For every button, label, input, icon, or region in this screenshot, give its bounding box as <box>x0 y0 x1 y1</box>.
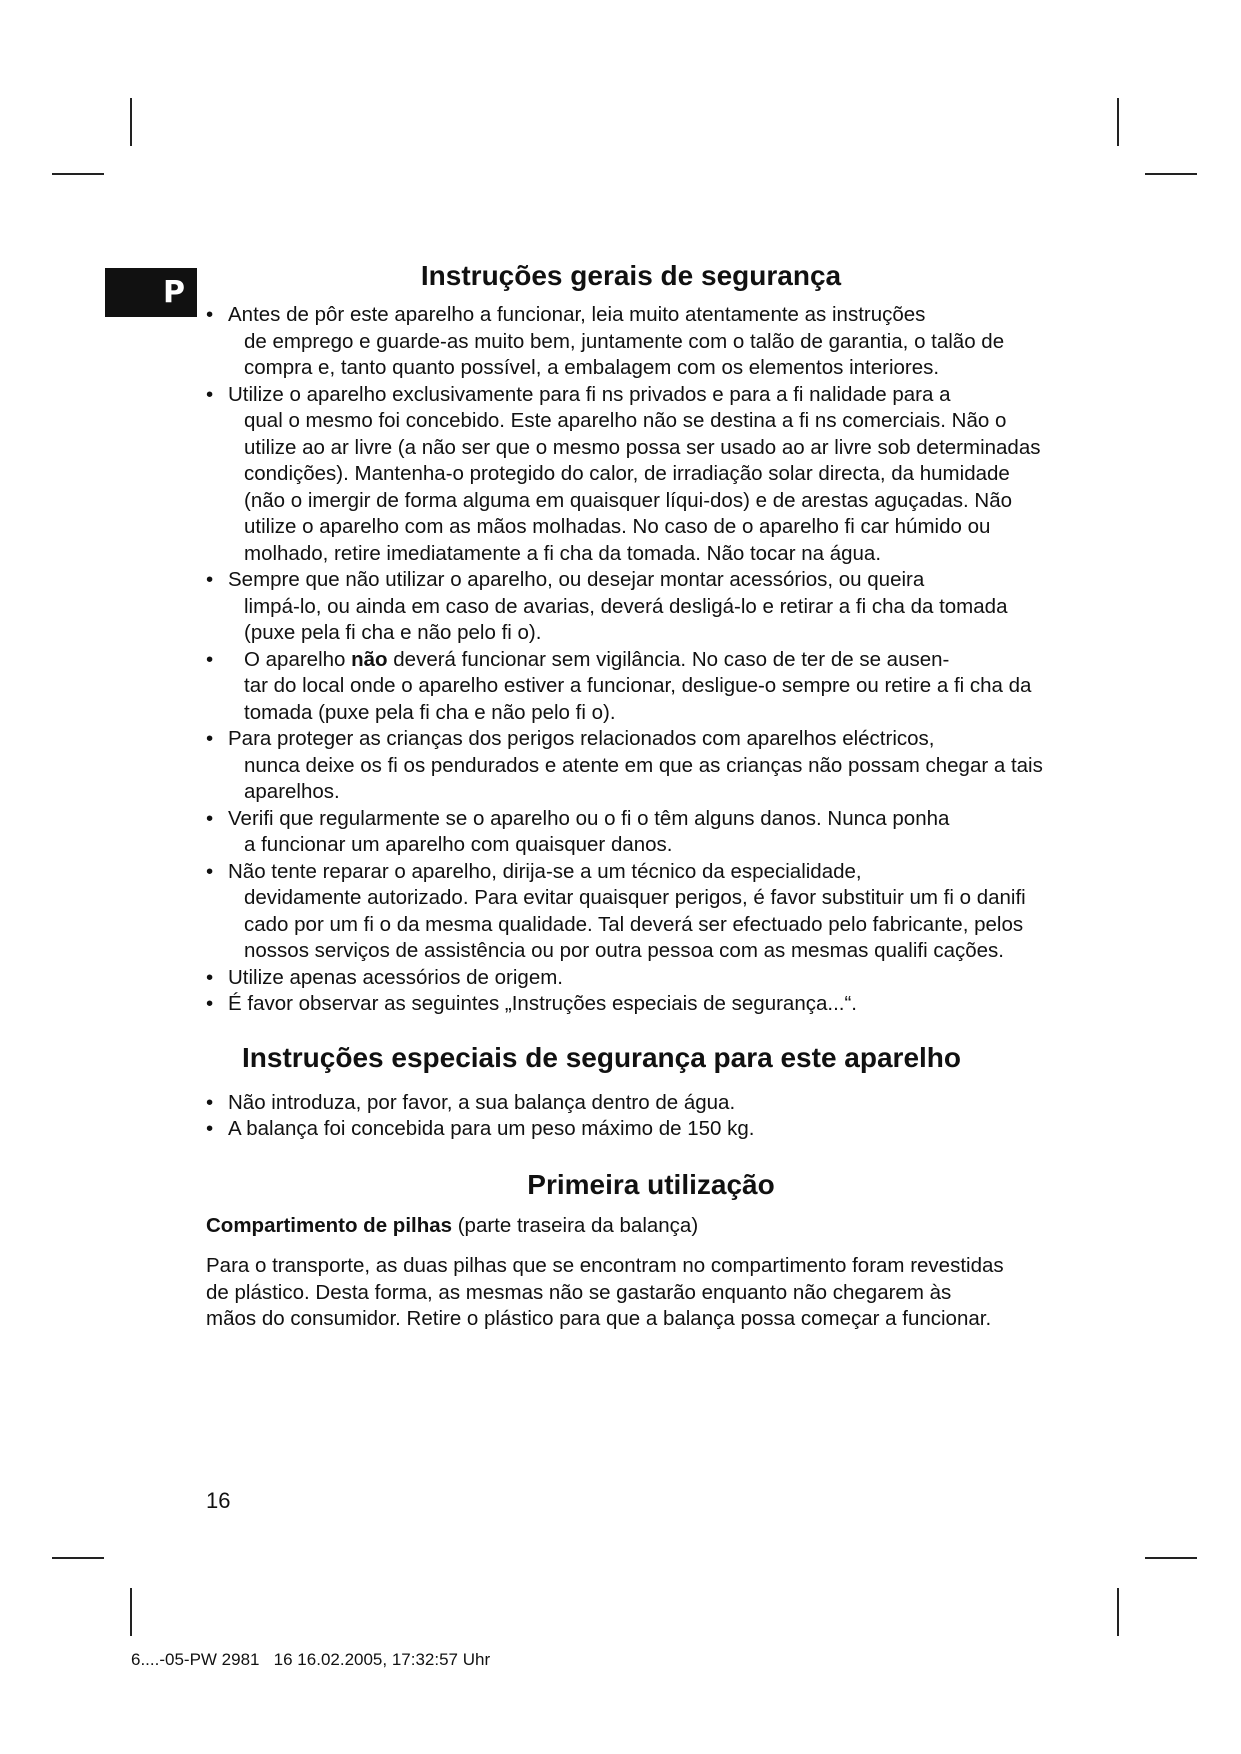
crop-mark <box>1117 1588 1119 1636</box>
section-title-special-safety: Instruções especiais de segurança para este aparelho <box>242 1041 962 1073</box>
section-title-general-safety: Instruções gerais de segurança <box>420 260 842 291</box>
section-title-first-use: Primeira utilização <box>527 1168 775 1200</box>
page-number: 16 <box>206 1488 231 1513</box>
crop-mark <box>1145 1557 1197 1559</box>
list-item: • Para proteger as crianças dos perigos relacionados com aparelhos eléctricos, nunca deixe os fi os pendurados e atente em que as crianças não possam chegar a tais aparelhos. <box>206 727 1043 803</box>
list-item: • Sempre que não utilizar o aparelho, ou desejar montar acessórios, ou queira limpá-lo, ou ainda em caso de avarias, deverá desligá-lo e retirar a fi cha da tomada (puxe pela fi cha e não pelo fi o). <box>206 568 1008 644</box>
first-use-paragraph: Para o transporte, as duas pilhas que se encontram no compartimento foram revestidas de plástico. Desta forma, as mesmas não se gastarão enquanto não chegarem às mãos do consumidor. Retire o plástico para que a balança possa começar a funcionar. <box>206 1254 1004 1330</box>
crop-mark <box>130 98 132 146</box>
crop-mark <box>52 1557 104 1559</box>
language-tab: P <box>105 268 197 317</box>
list-item: • Verifi que regularmente se o aparelho ou o fi o têm alguns danos. Nunca ponha a funcionar um aparelho com quaisquer danos. <box>206 806 950 856</box>
list-item: • A balança foi concebida para um peso máximo de 150 kg. <box>206 1117 755 1140</box>
list-item: • É favor observar as seguintes „Instruções especiais de segurança...“. <box>206 992 857 1015</box>
list-item: • Antes de pôr este aparelho a funcionar, leia muito atentamente as instruções de emprego e guarde-as muito bem, juntamente com o talão de garantia, o talão de compra e, tanto quanto possível, a embalagem com os elementos interiores. <box>206 303 1005 379</box>
list-item: • Utilize o aparelho exclusivamente para fi ns privados e para a fi nalidade para a qual o mesmo foi concebido. Este aparelho não se destina a fi ns comerciais. Não o utilize ao ar livre (a não ser que o mesmo possa ser usado ao ar livre sob determinadas condições). Mantenha-o protegido do calor, de irradiação solar directa, da humidade (não o imergir de forma alguma em quaisquer líqui-dos) e de arestas aguçadas. Não utilize o aparelho com as mãos molhadas. No caso de o aparelho fi car húmido ou molhado, retire imediatamente a fi cha da tomada. Não tocar na água. <box>206 382 1041 565</box>
list-item: • Utilize apenas acessórios de origem. <box>206 965 563 989</box>
list-item: • O aparelho não deverá funcionar sem vigilância. No caso de ter de se ausen- tar do local onde o aparelho estiver a funcionar, desligue-o sempre ou retire a fi cha da tomada (puxe pela fi cha e não pelo fi o). <box>206 647 1032 724</box>
print-footer: 6....-05-PW 2981 16 16.02.2005, 17:32:57 Uhr <box>131 1650 491 1669</box>
list-item: • Não introduza, por favor, a sua balança dentro de água. <box>206 1090 736 1114</box>
crop-mark <box>1117 98 1119 146</box>
crop-mark <box>52 173 104 175</box>
page-content <box>206 256 1056 1333</box>
general-safety-list <box>206 302 1056 1018</box>
special-safety-list <box>206 1090 1056 1143</box>
crop-mark <box>130 1588 132 1636</box>
subheading-battery-compartment: Compartimento de pilhas (parte traseira da balança) <box>206 1213 699 1237</box>
crop-mark <box>1145 173 1197 175</box>
list-item: • Não tente reparar o aparelho, dirija-se a um técnico da especialidade, devidamente autorizado. Para evitar quaisquer perigos, é favor substituir um fi o danifi cado por um fi o da mesma qualidade. Tal deverá ser efectuado pelo fabricante, pelos nossos serviços de assistência ou por outra pessoa com as mesmas qualifi cações. <box>206 859 1026 962</box>
